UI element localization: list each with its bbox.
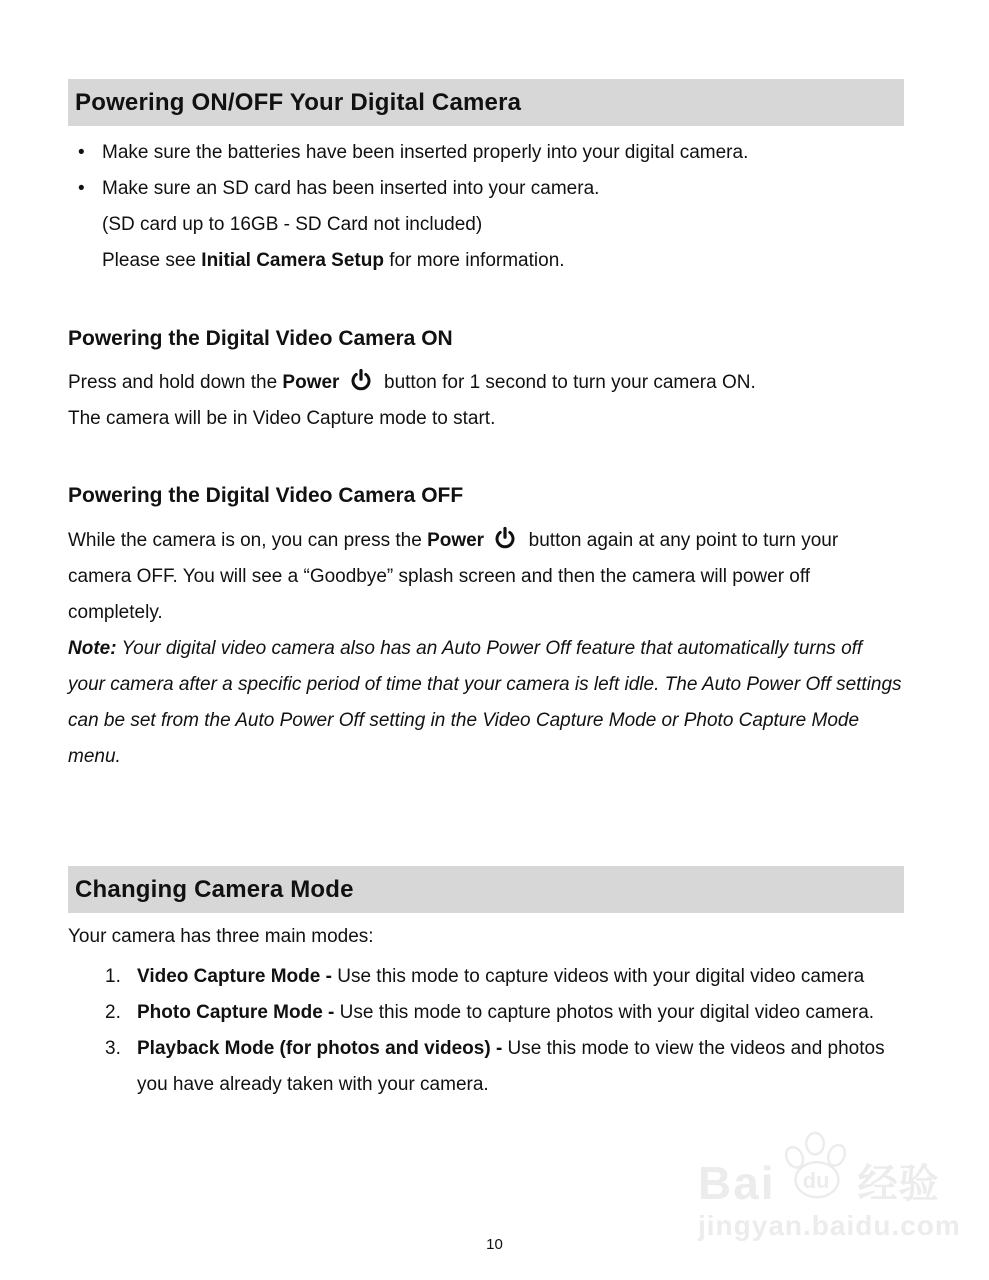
- list-item-playback-mode: [68, 1031, 904, 1103]
- powering-bullet-list: [68, 135, 904, 279]
- item-text: Photo Capture Mode - Use this mode to capture photos with your digital video camera.: [137, 1002, 875, 1023]
- item-number: 3.: [105, 1038, 121, 1059]
- subheading-power-off: Powering the Digital Video Camera OFF: [68, 484, 464, 507]
- item-text: Video Capture Mode - Use this mode to capture videos with your digital video camera: [137, 966, 865, 987]
- power-on-paragraph: [68, 365, 904, 437]
- page-content: [68, 79, 904, 1103]
- section-title-mode: Changing Camera Mode: [75, 875, 354, 903]
- item-text: Playback Mode (for photos and videos) - Use this mode to view the videos and photos you have already taken with your camera.: [137, 1038, 885, 1095]
- list-item-video-capture-mode: [68, 959, 904, 995]
- watermark-jingyan-text: 经验: [857, 1162, 940, 1206]
- page-number: 10: [486, 1236, 503, 1253]
- baidu-paw-icon: [778, 1130, 856, 1206]
- subheading-power-on: Powering the Digital Video Camera ON: [68, 327, 453, 350]
- item-number: 1.: [105, 966, 121, 987]
- item-number: 2.: [105, 1002, 121, 1023]
- power-icon: [349, 365, 373, 401]
- power-on-line-1: Press and hold down the Power button for 1 second to turn your camera ON.: [68, 365, 904, 401]
- power-icon: [493, 523, 517, 559]
- auto-power-off-note: Note: Your digital video camera also has an Auto Power Off feature that automatically turns off your camera after a specific period of time that your camera is left idle. The Auto Power Off settings can be set from the Auto Power Off setting in the Video Capture Mode or Photo Capture Mode menu.: [68, 638, 902, 767]
- initial-setup-reference-line: Please see Initial Camera Setup for more information.: [102, 250, 565, 271]
- watermark-url: jingyan.baidu.com: [698, 1210, 961, 1241]
- mode-intro-text: Your camera has three main modes:: [68, 926, 374, 947]
- list-item-sd-card: • Make sure an SD card has been inserted into your camera.: [68, 171, 904, 207]
- list-item-batteries: • Make sure the batteries have been inserted properly into your digital camera.: [68, 135, 904, 171]
- sd-card-note-line: (SD card up to 16GB - SD Card not included): [102, 214, 483, 235]
- power-on-line-2: The camera will be in Video Capture mode to start.: [68, 408, 496, 429]
- baidu-jingyan-watermark: [698, 1128, 960, 1242]
- watermark-bai-text: Bai: [698, 1157, 776, 1209]
- watermark-du-text: du: [802, 1168, 830, 1193]
- camera-modes-list: [68, 959, 904, 1103]
- power-off-paragraph: While the camera is on, you can press the Power button again at any point to turn your camera OFF. You will see a “Goodbye” splash screen and then the camera will power off completely.: [68, 523, 904, 631]
- watermark-brand-row: [698, 1128, 960, 1209]
- section-title-powering: Powering ON/OFF Your Digital Camera: [75, 88, 522, 116]
- section-bar-mode: [68, 866, 904, 913]
- list-item-photo-capture-mode: [68, 995, 904, 1031]
- section-bar-powering: [68, 79, 904, 126]
